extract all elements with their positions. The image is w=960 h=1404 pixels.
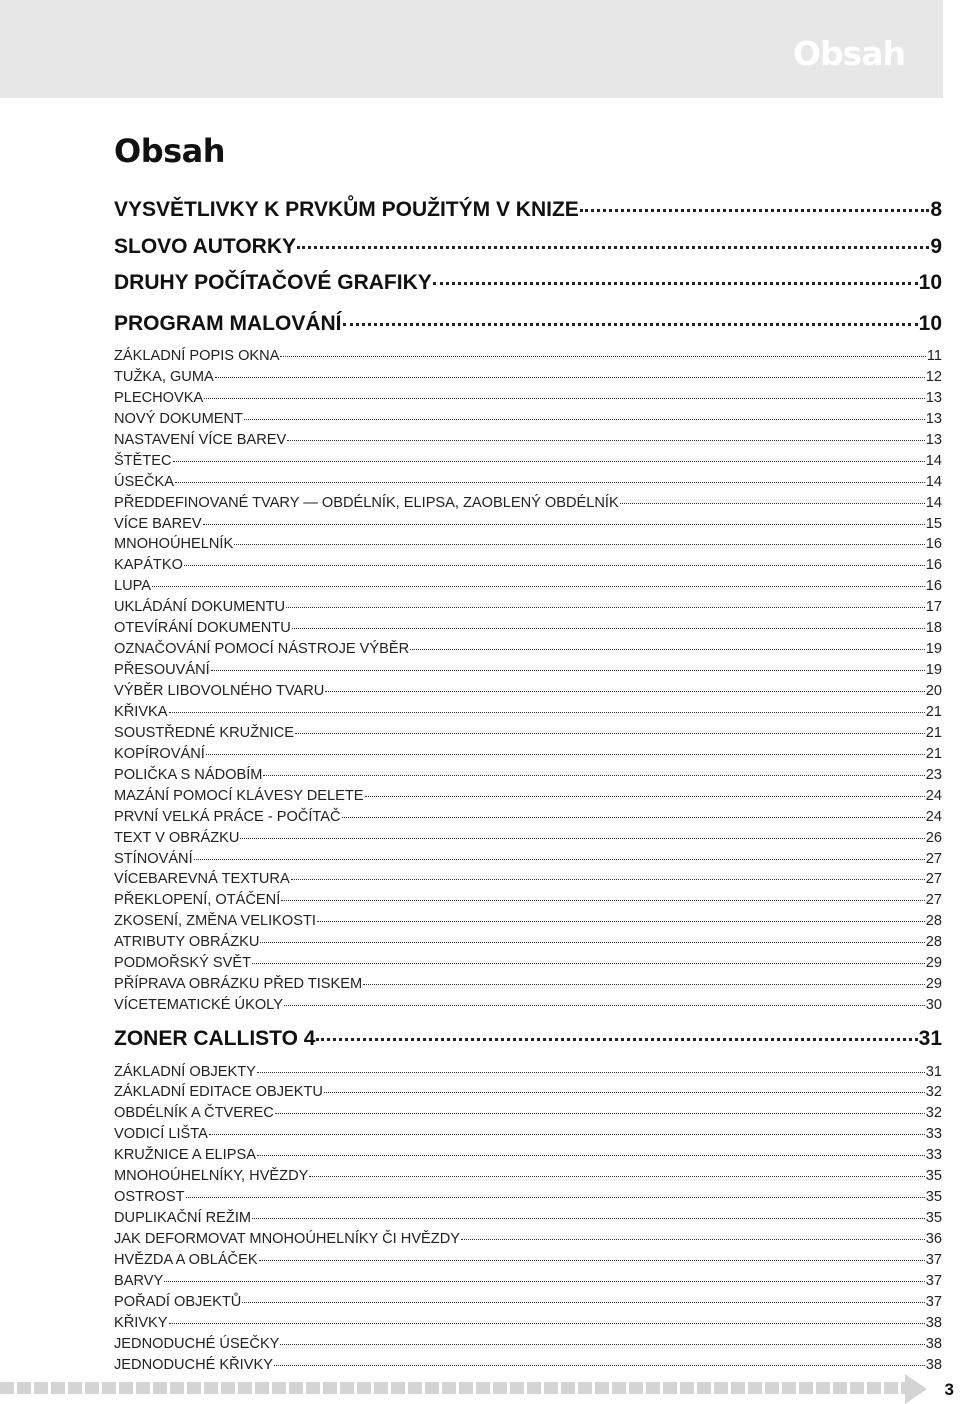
toc-entry-page: 27 (925, 871, 942, 888)
toc-entry-page: 9 (930, 234, 942, 258)
footer-pattern-block (119, 1382, 133, 1394)
page-title: Obsah (114, 132, 226, 170)
toc-entry[interactable] (114, 704, 942, 725)
footer-pattern-block (510, 1382, 524, 1394)
footer-pattern-block (629, 1382, 643, 1394)
toc-entry-page: 29 (925, 976, 942, 993)
dot-leader (343, 323, 918, 326)
toc-entry-page: 32 (925, 1084, 942, 1101)
toc-entry-page: 10 (918, 271, 942, 294)
toc-entry-label: MNOHOÚHELNÍKY, HVĚZDY (114, 1168, 309, 1185)
toc-entry-label: TUŽKA, GUMA (114, 368, 214, 385)
dot-leader (309, 1176, 924, 1177)
toc-entry-page: 10 (918, 311, 942, 335)
dot-leader (280, 356, 925, 357)
toc-entry-page: 32 (925, 1105, 942, 1122)
toc-entry-label: PŘESOUVÁNÍ (114, 662, 210, 679)
toc-entry-label: PRVNÍ VELKÁ PRÁCE - POČÍTAČ (114, 808, 341, 825)
toc-entry[interactable] (114, 746, 942, 767)
toc-entry-label: UKLÁDÁNÍ DOKUMENTU (114, 599, 286, 616)
toc-entry[interactable] (114, 662, 942, 683)
toc-entry-label: VÍCEBAREVNÁ TEXTURA (114, 871, 290, 888)
toc-entry-page: 18 (925, 620, 942, 637)
toc-entry[interactable] (114, 1147, 942, 1168)
toc-entry-page: 38 (925, 1356, 942, 1373)
dot-leader (184, 565, 925, 566)
toc-entry-page: 19 (925, 641, 942, 658)
page-number: 3 (944, 1380, 954, 1399)
footer-pattern-block (425, 1382, 439, 1394)
toc-entry-page: 38 (925, 1335, 942, 1352)
footer-pattern-block (731, 1382, 745, 1394)
footer-pattern-block (408, 1382, 422, 1394)
toc-entry-label: NASTAVENÍ VÍCE BAREV (114, 431, 287, 448)
toc-entry-label: ZÁKLADNÍ POPIS OKNA (114, 348, 280, 364)
footer-pattern-block (136, 1382, 150, 1394)
toc-entry-label: VÝBĚR LIBOVOLNÉHO TVARU (114, 683, 325, 699)
toc-entry-page: 11 (926, 348, 942, 364)
dot-leader (263, 775, 924, 776)
footer-pattern-block (578, 1382, 592, 1394)
dot-leader (152, 586, 925, 587)
toc-entry-page: 30 (925, 997, 942, 1014)
footer-pattern-block (17, 1382, 31, 1394)
toc-entry-page: 36 (925, 1231, 942, 1247)
dot-leader (284, 1005, 925, 1006)
toc-entry[interactable] (114, 1105, 942, 1126)
toc-entry[interactable] (114, 599, 942, 620)
footer-pattern-block (340, 1382, 354, 1394)
toc-entry[interactable] (114, 536, 942, 557)
toc-entry-label: ZONER CALLISTO 4 (114, 1027, 316, 1050)
toc-entry-label: TEXT V OBRÁZKU (114, 829, 240, 846)
toc-entry-label: POLIČKA S NÁDOBÍM (114, 766, 263, 783)
footer-pattern-block (680, 1382, 694, 1394)
dot-leader (173, 461, 925, 462)
footer-pattern-block (527, 1382, 541, 1394)
toc-entry[interactable] (114, 830, 942, 851)
toc-entry-label: PŘÍPRAVA OBRÁZKU PŘED TISKEM (114, 976, 363, 993)
toc-entry-label: OBDÉLNÍK A ČTVEREC (114, 1105, 274, 1122)
footer-pattern-block (272, 1382, 286, 1394)
footer-pattern-block (102, 1382, 116, 1394)
dot-leader (580, 209, 930, 212)
toc-entry-page: 13 (925, 389, 942, 406)
toc-entry[interactable] (114, 934, 942, 955)
toc-entry[interactable] (114, 432, 942, 453)
footer-pattern-block (833, 1382, 847, 1394)
toc-entry-label: ATRIBUTY OBRÁZKU (114, 934, 260, 951)
toc-entry-page: 35 (925, 1210, 942, 1227)
footer-pattern-block (765, 1382, 779, 1394)
toc-entry-label: KŘIVKA (114, 703, 168, 720)
toc-entry-page: 16 (925, 578, 942, 595)
dot-leader (286, 607, 925, 608)
toc-entry-page: 33 (925, 1126, 942, 1143)
footer-pattern-block (646, 1382, 660, 1394)
toc-entry-page: 21 (925, 745, 942, 762)
footer-pattern-block (544, 1382, 558, 1394)
footer-pattern (0, 1382, 905, 1396)
dot-leader (274, 1365, 925, 1366)
dot-leader (240, 838, 924, 839)
toc-entry[interactable] (114, 788, 942, 809)
toc-entry[interactable] (114, 578, 942, 599)
toc-entry-page: 38 (925, 1314, 942, 1331)
dot-leader (281, 900, 925, 901)
dot-leader (242, 1302, 924, 1303)
toc-entry-label: POŘADÍ OBJEKTŮ (114, 1293, 242, 1310)
toc-entry[interactable] (114, 1315, 942, 1336)
toc-entry-label: PŘEKLOPENÍ, OTÁČENÍ (114, 892, 281, 909)
toc-entry[interactable] (114, 348, 942, 369)
footer-pattern-block (714, 1382, 728, 1394)
toc-entry-page: 13 (925, 410, 942, 427)
toc-entry[interactable] (114, 871, 942, 892)
footer-pattern-block (323, 1382, 337, 1394)
footer-pattern-block (51, 1382, 65, 1394)
toc-entry-label: VODICÍ LIŠTA (114, 1126, 208, 1143)
footer-pattern-block (357, 1382, 371, 1394)
footer-pattern-block (697, 1382, 711, 1394)
dot-leader (215, 377, 925, 378)
toc-entry[interactable] (114, 809, 942, 830)
dot-leader (317, 921, 925, 922)
toc-entry[interactable] (114, 1210, 942, 1231)
toc-entry-label: ZÁKLADNÍ EDITACE OBJEKTU (114, 1084, 323, 1101)
dot-leader (325, 691, 924, 692)
dot-leader (259, 1260, 925, 1261)
dot-leader (204, 398, 925, 399)
toc-entry[interactable] (114, 390, 942, 411)
toc-entry[interactable] (114, 1189, 942, 1210)
dot-leader (292, 628, 925, 629)
footer-pattern-block (782, 1382, 796, 1394)
footer-pattern-block (595, 1382, 609, 1394)
toc-entry-page: 27 (925, 850, 942, 867)
toc-entry-page: 28 (925, 934, 942, 951)
toc-entry-page: 16 (925, 536, 942, 553)
dot-leader (316, 1038, 917, 1041)
toc-entry-label: KAPÁTKO (114, 557, 183, 574)
footer-pattern-block (68, 1382, 82, 1394)
footer-pattern-block (391, 1382, 405, 1394)
toc-entry-page: 37 (925, 1251, 942, 1268)
footer-pattern-block (867, 1382, 881, 1394)
footer-pattern-block (663, 1382, 677, 1394)
dot-leader (169, 712, 925, 713)
footer-pattern-block (493, 1382, 507, 1394)
toc-entry[interactable] (114, 976, 942, 997)
toc-entry-page: 14 (925, 473, 942, 490)
toc-entry-label: ZKOSENÍ, ZMĚNA VELIKOSTI (114, 913, 316, 930)
table-of-contents (114, 198, 942, 1378)
dot-leader (257, 1072, 925, 1073)
dot-leader (194, 859, 925, 860)
toc-entry[interactable] (114, 1168, 942, 1189)
toc-entry[interactable] (114, 198, 942, 235)
toc-entry[interactable] (114, 235, 942, 272)
toc-entry-page: 31 (918, 1027, 942, 1050)
toc-entry-label: SLOVO AUTORKY (114, 234, 297, 258)
dot-leader (203, 524, 925, 525)
toc-entry-page: 24 (925, 787, 942, 804)
dot-leader (186, 1197, 925, 1198)
dot-leader (295, 733, 925, 734)
toc-entry-label: ŠTĚTEC (114, 452, 172, 469)
footer-pattern-block (34, 1382, 48, 1394)
toc-entry-label: DUPLIKAČNÍ REŽIM (114, 1210, 252, 1227)
footer-pattern-block (476, 1382, 490, 1394)
dot-leader (433, 282, 918, 285)
toc-entry-page: 26 (925, 829, 942, 846)
dot-leader (260, 942, 924, 943)
toc-entry-page: 14 (925, 452, 942, 469)
toc-entry-label: JAK DEFORMOVAT MNOHOÚHELNÍKY ČI HVĚZDY (114, 1231, 460, 1247)
toc-entry[interactable] (114, 997, 942, 1018)
toc-entry-label: VÍCE BAREV (114, 515, 202, 532)
toc-entry[interactable] (114, 557, 942, 578)
footer-pattern-block (255, 1382, 269, 1394)
toc-entry[interactable] (114, 312, 942, 349)
toc-entry[interactable] (114, 892, 942, 913)
dot-leader (280, 1344, 924, 1345)
toc-entry[interactable] (114, 271, 942, 308)
toc-entry-label: BARVY (114, 1272, 164, 1289)
toc-entry-label: HVĚZDA A OBLÁČEK (114, 1251, 258, 1268)
toc-entry[interactable] (114, 411, 942, 432)
toc-entry[interactable] (114, 913, 942, 934)
toc-entry-label: KOPÍROVÁNÍ (114, 745, 205, 762)
toc-entry-label: NOVÝ DOKUMENT (114, 410, 243, 427)
footer-pattern-block (85, 1382, 99, 1394)
toc-entry-label: MAZÁNÍ POMOCÍ KLÁVESY DELETE (114, 787, 364, 804)
toc-entry[interactable] (114, 683, 942, 704)
toc-entry-page: 16 (925, 557, 942, 574)
toc-entry-page: 21 (925, 703, 942, 720)
dot-leader (209, 1134, 925, 1135)
arrow-right-icon (905, 1374, 927, 1404)
toc-entry-label: OSTROST (114, 1189, 185, 1206)
footer-pattern-block (306, 1382, 320, 1394)
toc-entry[interactable] (114, 1064, 942, 1085)
toc-entry-label: VYSVĚTLIVKY K PRVKŮM POUŽITÝM V KNIZE (114, 198, 579, 221)
toc-entry-page: 24 (925, 808, 942, 825)
footer-pattern-block (442, 1382, 456, 1394)
toc-entry-page: 28 (925, 913, 942, 930)
toc-entry-label: KŘIVKY (114, 1314, 168, 1331)
footer-pattern-block (0, 1382, 14, 1394)
footer-pattern-block (238, 1382, 252, 1394)
dot-leader (297, 246, 929, 249)
toc-entry-page: 14 (925, 494, 942, 511)
footer-pattern-block (374, 1382, 388, 1394)
footer-pattern-block (748, 1382, 762, 1394)
header-band (0, 0, 943, 98)
toc-entry[interactable] (114, 851, 942, 872)
toc-entry-label: STÍNOVÁNÍ (114, 850, 193, 867)
dot-leader (410, 649, 925, 650)
dot-leader (234, 544, 925, 545)
toc-entry-page: 8 (930, 198, 942, 221)
toc-entry[interactable] (114, 1336, 942, 1357)
toc-entry-page: 33 (925, 1147, 942, 1164)
toc-entry-page: 37 (925, 1272, 942, 1289)
toc-entry-label: PROGRAM MALOVÁNÍ (114, 311, 342, 335)
dot-leader (244, 419, 925, 420)
footer-pattern-block (884, 1382, 898, 1394)
toc-entry-page: 13 (925, 431, 942, 448)
toc-entry-page: 20 (925, 683, 942, 699)
footer-pattern-block (799, 1382, 813, 1394)
toc-entry-label: KRUŽNICE A ELIPSA (114, 1147, 256, 1164)
toc-entry-label: VÍCETEMATICKÉ ÚKOLY (114, 997, 283, 1014)
toc-entry[interactable] (114, 474, 942, 495)
toc-entry-page: 27 (925, 892, 942, 909)
toc-entry-page: 21 (925, 724, 942, 741)
toc-entry-page: 35 (925, 1168, 942, 1185)
toc-entry[interactable] (114, 516, 942, 537)
toc-entry-label: PŘEDDEFINOVANÉ TVARY — OBDÉLNÍK, ELIPSA, ZAOBLENÝ OBDÉLNÍK (114, 494, 619, 511)
toc-entry-label: PODMOŘSKÝ SVĚT (114, 955, 252, 972)
footer-pattern-block (221, 1382, 235, 1394)
toc-entry-page: 15 (925, 515, 942, 532)
footer-pattern-block (187, 1382, 201, 1394)
dot-leader (252, 1218, 925, 1219)
dot-leader (175, 482, 925, 483)
footer-pattern-block (816, 1382, 830, 1394)
toc-entry-page: 17 (925, 599, 942, 616)
toc-entry[interactable] (114, 1084, 942, 1105)
toc-entry-label: MNOHOÚHELNÍK (114, 536, 234, 553)
toc-entry-label: LUPA (114, 578, 152, 595)
footer-pattern-block (204, 1382, 218, 1394)
dot-leader (365, 796, 925, 797)
dot-leader (363, 984, 925, 985)
toc-entry-label: OTEVÍRÁNÍ DOKUMENTU (114, 620, 291, 637)
toc-entry-label: DRUHY POČÍTAČOVÉ GRAFIKY (114, 271, 432, 294)
toc-entry-page: 12 (925, 368, 942, 385)
toc-entry-label: ZÁKLADNÍ OBJEKTY (114, 1063, 256, 1080)
toc-entry[interactable] (114, 495, 942, 516)
dot-leader (342, 817, 925, 818)
footer-pattern-block (289, 1382, 303, 1394)
toc-entry-page: 29 (925, 955, 942, 972)
toc-entry-page: 35 (925, 1189, 942, 1206)
toc-entry[interactable] (114, 1357, 942, 1378)
footer-pattern-block (612, 1382, 626, 1394)
toc-entry[interactable] (114, 725, 942, 746)
toc-entry[interactable] (114, 1231, 942, 1252)
toc-entry[interactable] (114, 1252, 942, 1273)
toc-entry-page: 23 (925, 766, 942, 783)
toc-entry-page: 37 (925, 1293, 942, 1310)
footer-pattern-block (850, 1382, 864, 1394)
dot-leader (164, 1281, 925, 1282)
toc-entry[interactable] (114, 620, 942, 641)
footer-pattern-block (153, 1382, 167, 1394)
toc-entry-label: OZNAČOVÁNÍ POMOCÍ NÁSTROJE VÝBĚR (114, 641, 410, 658)
footer-pattern-block (170, 1382, 184, 1394)
toc-entry[interactable] (114, 1126, 942, 1147)
toc-entry-page: 31 (925, 1063, 942, 1080)
dot-leader (169, 1323, 925, 1324)
toc-entry[interactable] (114, 1294, 942, 1315)
toc-entry[interactable] (114, 369, 942, 390)
toc-entry-label: JEDNODUCHÉ KŘIVKY (114, 1356, 273, 1373)
dot-leader (206, 754, 925, 755)
footer-pattern-block (459, 1382, 473, 1394)
dot-leader (324, 1092, 925, 1093)
toc-entry-label: ÚSEČKA (114, 473, 175, 490)
dot-leader (287, 440, 925, 441)
dot-leader (211, 670, 925, 671)
toc-entry-label: JEDNODUCHÉ ÚSEČKY (114, 1335, 280, 1352)
toc-entry[interactable] (114, 453, 942, 474)
dot-leader (257, 1155, 925, 1156)
toc-entry[interactable] (114, 955, 942, 976)
toc-entry[interactable] (114, 641, 942, 662)
toc-entry-page: 19 (925, 662, 942, 679)
dot-leader (461, 1239, 925, 1240)
dot-leader (620, 503, 925, 504)
dot-leader (252, 963, 925, 964)
header-title: Obsah (792, 34, 905, 73)
toc-entry-label: PLECHOVKA (114, 389, 204, 406)
dot-leader (291, 879, 925, 880)
footer-pattern-block (561, 1382, 575, 1394)
toc-entry[interactable] (114, 1027, 942, 1064)
toc-entry[interactable] (114, 1273, 942, 1294)
toc-entry[interactable] (114, 767, 942, 788)
toc-entry-label: SOUSTŘEDNÉ KRUŽNICE (114, 724, 295, 741)
dot-leader (275, 1113, 925, 1114)
